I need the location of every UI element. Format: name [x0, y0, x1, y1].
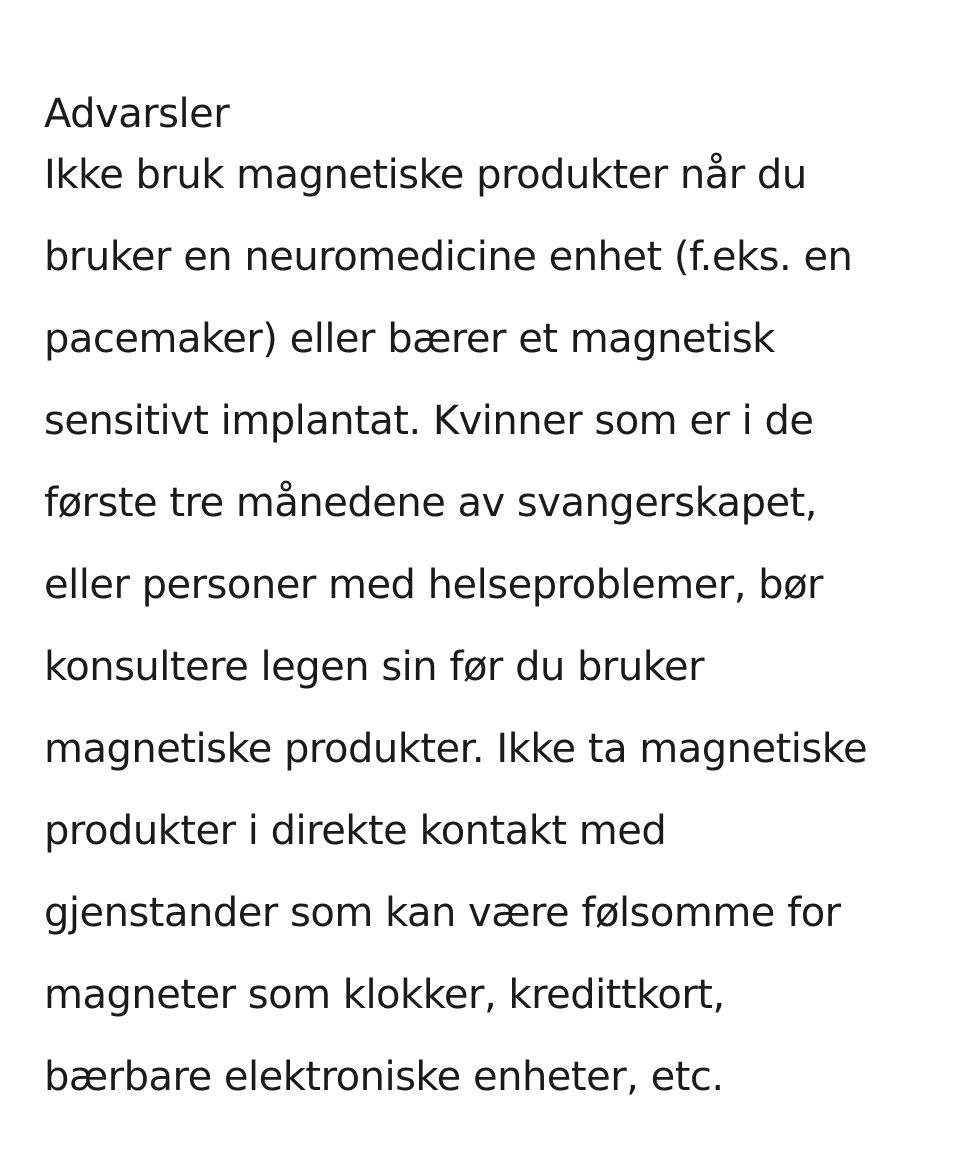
text-line: Ikke bruk magnetiske produkter når du — [44, 152, 807, 198]
warning-section — [44, 86, 934, 1118]
text-line: bærbare elektroniske enheter, etc. — [44, 1054, 724, 1100]
text-line: pacemaker) eller bærer et magnetisk — [44, 316, 775, 362]
text-line: produkter i direkte kontakt med — [44, 808, 667, 854]
section-heading: Advarsler — [44, 91, 230, 137]
text-line: konsultere legen sin før du bruker — [44, 644, 705, 690]
text-line: sensitivt implantat. Kvinner som er i de — [44, 398, 814, 444]
text-line: magnetiske produkter. Ikke ta magnetiske — [44, 726, 868, 772]
text-line: første tre månedene av svangerskapet, — [44, 480, 817, 526]
warning-text — [44, 134, 934, 1118]
text-line: magneter som klokker, kredittkort, — [44, 972, 725, 1018]
text-line: gjenstander som kan være følsomme for — [44, 890, 841, 936]
text-line: bruker en neuromedicine enhet (f.eks. en — [44, 234, 853, 280]
text-line: eller personer med helseproblemer, bør — [44, 562, 823, 608]
